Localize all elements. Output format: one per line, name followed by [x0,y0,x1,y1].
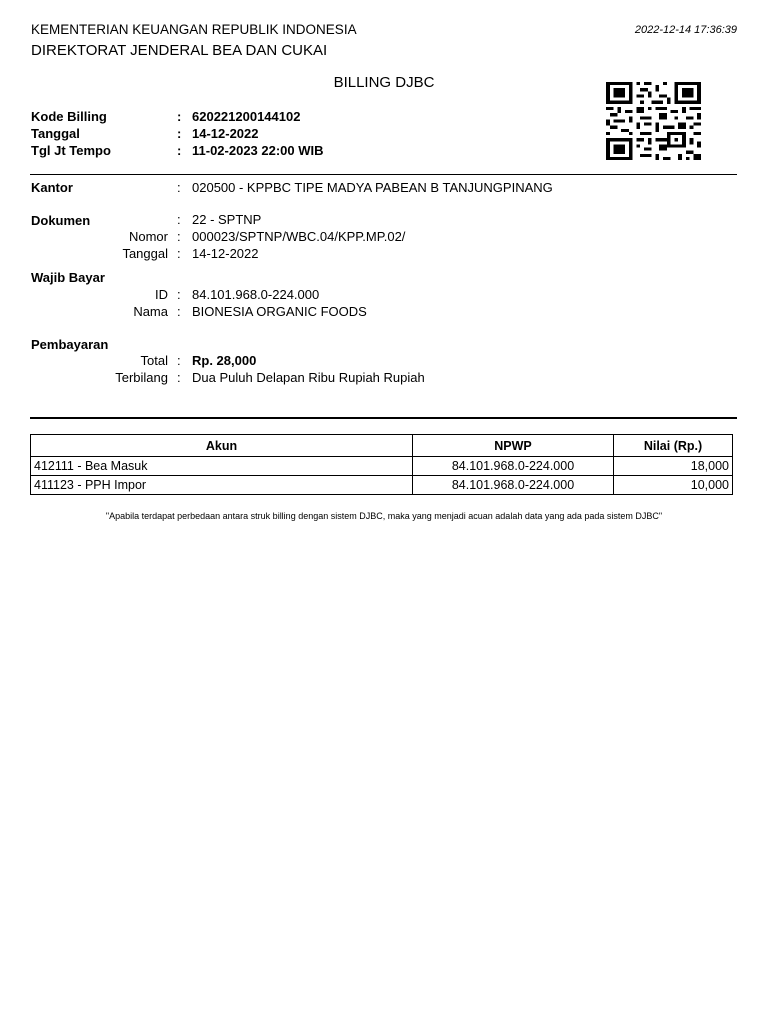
wajib-bayar-id-value: 84.101.968.0-224.000 [192,287,320,302]
table-header-row [31,435,733,457]
terbilang-label: Terbilang [115,370,168,385]
colon: : [177,304,181,319]
wajib-bayar-nama-value: BIONESIA ORGANIC FOODS [192,304,367,319]
colon: : [177,287,181,302]
table-row [31,457,733,476]
dokumen-nomor-value: 000023/SPTNP/WBC.04/KPP.MP.02/ [192,229,406,244]
column-header-akun: Akun [31,435,413,457]
colon: : [177,212,181,227]
npwp-cell: 84.101.968.0-224.000 [413,457,614,476]
npwp-cell: 84.101.968.0-224.000 [413,476,614,495]
total-label: Total [140,353,168,368]
qr-code [606,82,701,160]
colon: : [177,229,181,244]
akun-cell: 412111 - Bea Masuk [31,457,413,476]
due-date-value: 11-02-2023 22:00 WIB [192,143,324,158]
dokumen-tanggal-label: Tanggal [122,246,168,261]
colon: : [177,109,182,124]
pembayaran-label: Pembayaran [31,337,109,352]
wajib-bayar-label: Wajib Bayar [31,270,105,285]
colon: : [177,370,181,385]
colon: : [177,126,182,141]
dokumen-label: Dokumen [31,213,91,228]
colon: : [177,180,181,195]
nilai-cell: 10,000 [614,476,733,495]
dokumen-tanggal-value: 14-12-2022 [192,246,259,261]
wajib-bayar-nama-label: Nama [133,304,168,319]
colon: : [177,143,182,158]
accounts-table [30,434,733,495]
divider [30,417,737,419]
dokumen-type: 22 - SPTNP [192,212,262,227]
kode-billing-label: Kode Billing [31,109,107,124]
dokumen-nomor-label: Nomor [128,229,168,244]
disclaimer-note: "Apabila terdapat perbedaan antara struk billing dengan sistem DJBC, maka yang menjadi acuan adalah data yang ada pada sistem DJBC" [105,511,663,521]
document-title: BILLING DJBC [333,74,435,91]
directorate-name: DIREKTORAT JENDERAL BEA DAN CUKAI [31,42,328,59]
print-timestamp: 2022-12-14 17:36:39 [634,24,737,36]
nilai-cell: 18,000 [614,457,733,476]
billing-date-label: Tanggal [31,126,80,141]
table-row [31,476,733,495]
ministry-name: KEMENTERIAN KEUANGAN REPUBLIK INDONESIA [31,22,357,37]
divider [30,174,737,175]
column-header-nilai: Nilai (Rp.) [614,435,733,457]
kantor-value: 020500 - KPPBC TIPE MADYA PABEAN B TANJUNGPINANG [192,180,553,195]
akun-cell: 411123 - PPH Impor [31,476,413,495]
colon: : [177,246,181,261]
colon: : [177,353,181,368]
terbilang-value: Dua Puluh Delapan Ribu Rupiah Rupiah [192,370,425,385]
total-value: Rp. 28,000 [192,353,257,368]
column-header-npwp: NPWP [413,435,614,457]
kantor-label: Kantor [31,180,73,195]
billing-date-value: 14-12-2022 [192,126,259,141]
wajib-bayar-id-label: ID [155,287,168,302]
due-date-label: Tgl Jt Tempo [31,143,111,158]
kode-billing-value: 620221200144102 [192,109,301,124]
